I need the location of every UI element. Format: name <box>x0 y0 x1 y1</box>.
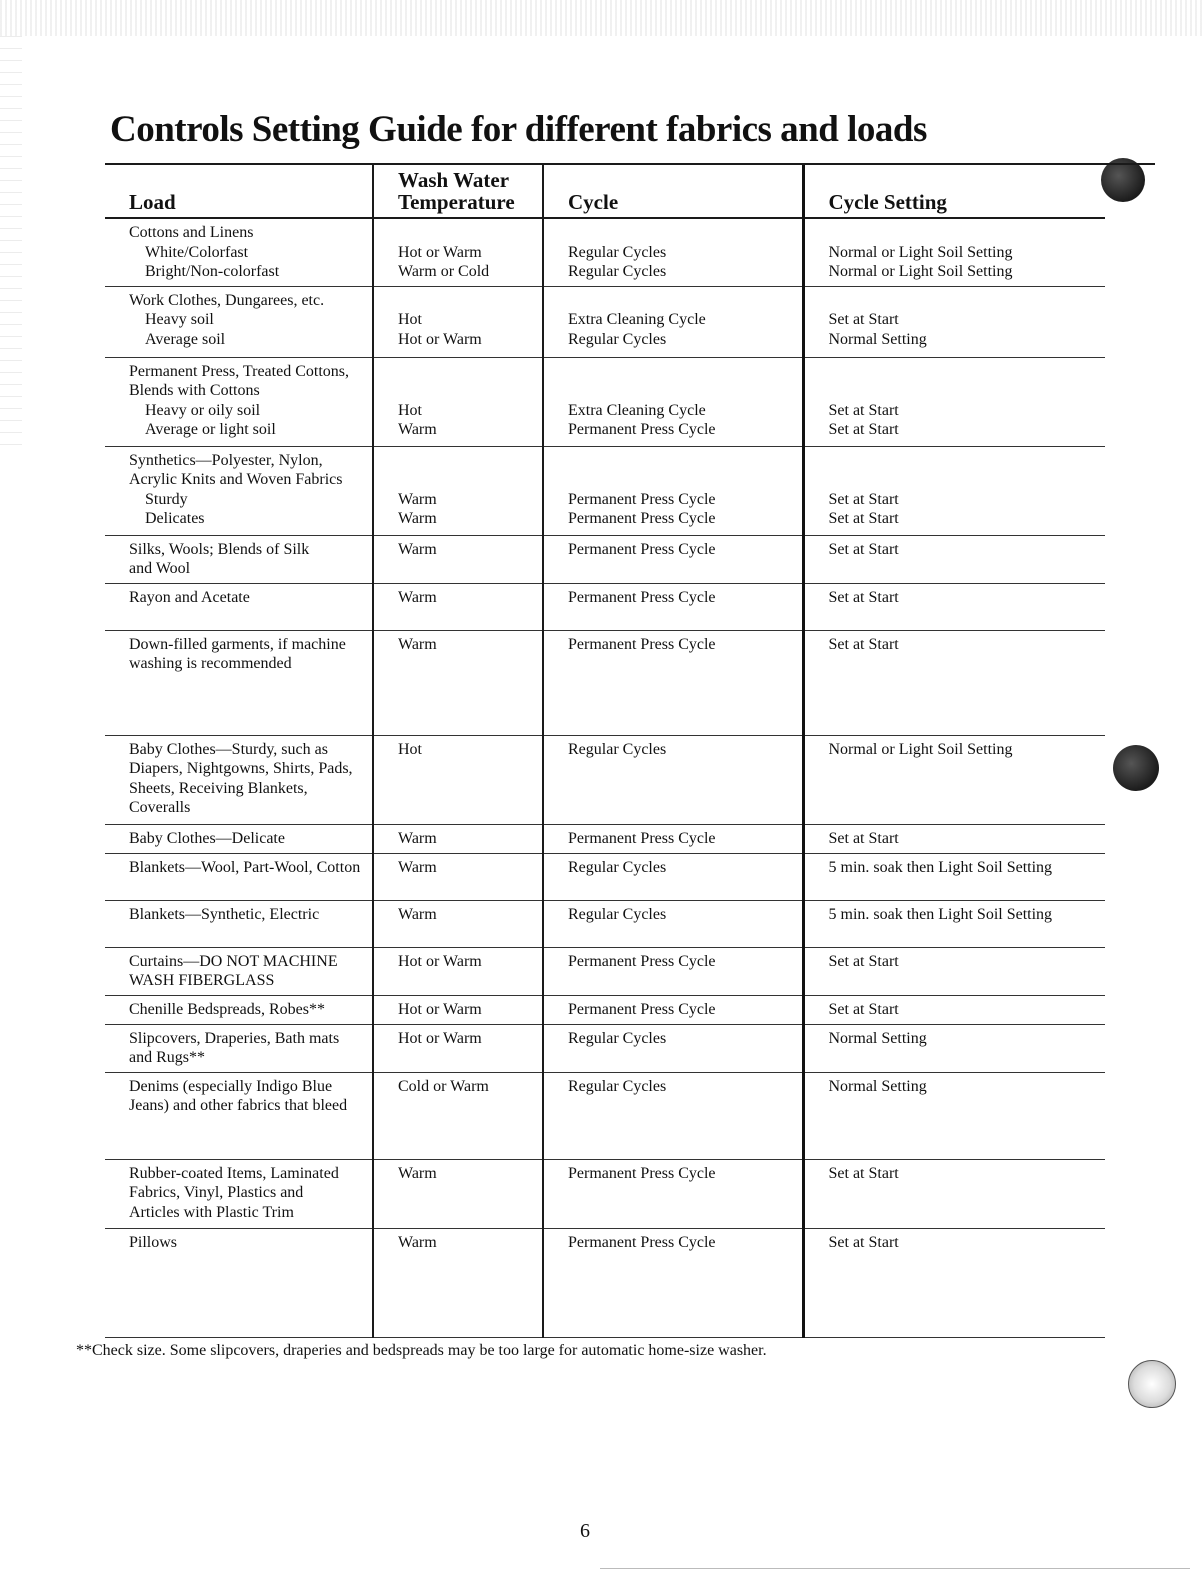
temperature-value: Warm <box>398 421 437 438</box>
table-row <box>105 630 1105 735</box>
setting-cell <box>803 446 1105 535</box>
load-sub-label: Average soil <box>145 330 226 348</box>
table-row <box>105 824 1105 853</box>
load-group-label: Synthetics—Polyester, Nylon, <box>129 451 323 469</box>
load-label: WASH FIBERGLASS <box>129 972 275 989</box>
cycle-cell: Regular Cycles <box>543 853 803 900</box>
cycle-cell <box>543 286 803 357</box>
cycle-cell: Regular Cycles <box>543 900 803 947</box>
temperature-cell: Hot or Warm <box>373 947 543 995</box>
header-temperature <box>373 163 543 218</box>
cycle-cell: Regular Cycles <box>543 1072 803 1159</box>
temperature-cell: Warm <box>373 535 543 583</box>
table-row <box>105 853 1105 900</box>
temperature-cell: Warm <box>373 1228 543 1337</box>
load-sub-label: Average or light soil <box>145 421 276 438</box>
table-row <box>105 1159 1105 1228</box>
header-temperature-line1: Wash Water <box>398 168 510 192</box>
table-row <box>105 995 1105 1024</box>
load-label: washing is recommended <box>129 655 292 672</box>
temperature-cell: Hot or Warm <box>373 995 543 1024</box>
cycle-cell <box>543 218 803 286</box>
settings-table-container <box>105 163 1155 1338</box>
temperature-cell <box>373 446 543 535</box>
cycle-cell: Permanent Press Cycle <box>543 1228 803 1337</box>
load-cell <box>105 947 373 995</box>
cycle-value: Permanent Press Cycle <box>568 490 716 508</box>
header-cycle: Cycle <box>543 163 803 218</box>
load-cell <box>105 286 373 357</box>
setting-cell: Normal Setting <box>803 1072 1105 1159</box>
setting-value: Set at Start <box>828 311 899 328</box>
setting-cell: 5 min. soak then Light Soil Setting <box>803 853 1105 900</box>
page-title: Controls Setting Guide for different fabrics and loads <box>110 109 927 150</box>
temperature-cell: Warm <box>373 824 543 853</box>
setting-cell: Set at Start <box>803 1228 1105 1337</box>
temperature-value: Warm or Cold <box>398 263 490 280</box>
temperature-cell <box>373 357 543 446</box>
header-load: Load <box>105 163 373 218</box>
setting-value: Set at Start <box>828 510 899 527</box>
temperature-value: Warm <box>398 490 437 508</box>
cycle-value: Regular Cycles <box>568 263 667 280</box>
cycle-cell: Permanent Press Cycle <box>543 947 803 995</box>
temperature-value: Hot <box>398 311 422 328</box>
load-sub-label: White/Colorfast <box>145 243 249 261</box>
load-label: Slipcovers, Draperies, Bath mats <box>129 1029 340 1047</box>
load-sub-label: Heavy or oily soil <box>145 401 261 419</box>
load-cell <box>105 735 373 824</box>
header-top-rule <box>105 163 1155 165</box>
cycle-cell: Permanent Press Cycle <box>543 824 803 853</box>
footnote: **Check size. Some slipcovers, draperies and bedspreads may be too large for automatic home-size washer. <box>76 1342 767 1359</box>
load-cell: Baby Clothes—Delicate <box>105 824 373 853</box>
setting-cell: Set at Start <box>803 630 1105 735</box>
binder-hole-bottom-icon <box>1128 1360 1176 1408</box>
table-row <box>105 286 1105 357</box>
temperature-cell: Warm <box>373 583 543 630</box>
temperature-cell: Hot or Warm <box>373 1024 543 1072</box>
setting-cell <box>803 286 1105 357</box>
table-row <box>105 218 1105 286</box>
setting-cell: Normal or Light Soil Setting <box>803 735 1105 824</box>
load-cell <box>105 630 373 735</box>
load-cell <box>105 446 373 535</box>
load-group-label: Cottons and Linens <box>129 224 254 241</box>
load-cell: Pillows <box>105 1228 373 1337</box>
header-cycle-setting: Cycle Setting <box>803 163 1105 218</box>
table-row <box>105 446 1105 535</box>
table-row <box>105 947 1105 995</box>
setting-value: Set at Start <box>828 490 899 508</box>
temperature-value: Hot <box>398 401 422 419</box>
load-label: Silks, Wools; Blends of Silk <box>129 540 310 558</box>
scan-noise-top <box>0 0 1204 36</box>
load-label: and Rugs** <box>129 1049 205 1066</box>
temperature-cell: Warm <box>373 853 543 900</box>
cycle-cell: Permanent Press Cycle <box>543 535 803 583</box>
setting-cell <box>803 218 1105 286</box>
table-row <box>105 357 1105 446</box>
table-row <box>105 583 1105 630</box>
load-sub-label: Bright/Non-colorfast <box>145 263 280 280</box>
load-label: Denims (especially Indigo Blue <box>129 1077 333 1095</box>
temperature-cell: Warm <box>373 630 543 735</box>
cycle-cell: Permanent Press Cycle <box>543 1159 803 1228</box>
load-label: Curtains—DO NOT MACHINE <box>129 952 338 970</box>
setting-value: Set at Start <box>828 401 899 419</box>
temperature-cell: Warm <box>373 900 543 947</box>
table-row <box>105 900 1105 947</box>
load-cell <box>105 1024 373 1072</box>
setting-cell: Set at Start <box>803 535 1105 583</box>
load-cell: Blankets—Wool, Part-Wool, Cotton <box>105 853 373 900</box>
cycle-value: Extra Cleaning Cycle <box>568 401 706 419</box>
cycle-value: Regular Cycles <box>568 330 667 348</box>
cycle-cell <box>543 446 803 535</box>
bottom-rule <box>600 1568 1190 1569</box>
cycle-cell <box>543 357 803 446</box>
load-sub-label: Delicates <box>145 510 205 527</box>
setting-cell: Set at Start <box>803 995 1105 1024</box>
temperature-cell: Cold or Warm <box>373 1072 543 1159</box>
load-cell: Chenille Bedspreads, Robes** <box>105 995 373 1024</box>
temperature-cell <box>373 286 543 357</box>
table-row <box>105 1024 1105 1072</box>
setting-cell: Set at Start <box>803 583 1105 630</box>
load-cell: Blankets—Synthetic, Electric <box>105 900 373 947</box>
temperature-cell <box>373 218 543 286</box>
cycle-value: Permanent Press Cycle <box>568 510 716 527</box>
table-row <box>105 1072 1105 1159</box>
table-row <box>105 535 1105 583</box>
load-label: Rubber-coated Items, Laminated <box>129 1164 339 1182</box>
load-label: Jeans) and other fabrics that bleed <box>129 1097 348 1114</box>
load-cell <box>105 218 373 286</box>
load-label: Coveralls <box>129 799 191 816</box>
load-sub-label: Sturdy <box>145 490 188 508</box>
cycle-cell: Permanent Press Cycle <box>543 583 803 630</box>
load-group-label: Work Clothes, Dungarees, etc. <box>129 291 325 309</box>
load-label: and Wool <box>129 560 191 577</box>
load-label: Fabrics, Vinyl, Plastics and <box>129 1184 304 1201</box>
load-label: Diapers, Nightgowns, Shirts, Pads, <box>129 760 353 777</box>
settings-table <box>105 163 1105 1338</box>
setting-value: Normal Setting <box>828 330 927 348</box>
setting-cell: Set at Start <box>803 1159 1105 1228</box>
load-cell: Rayon and Acetate <box>105 583 373 630</box>
cycle-cell: Permanent Press Cycle <box>543 995 803 1024</box>
load-label: Down-filled garments, if machine <box>129 635 346 653</box>
temperature-cell: Warm <box>373 1159 543 1228</box>
temperature-cell: Hot <box>373 735 543 824</box>
cycle-value: Permanent Press Cycle <box>568 421 716 438</box>
load-cell <box>105 357 373 446</box>
setting-cell: 5 min. soak then Light Soil Setting <box>803 900 1105 947</box>
table-row <box>105 1228 1105 1337</box>
header-temperature-line2: Temperature <box>398 190 515 214</box>
load-cell <box>105 535 373 583</box>
setting-cell: Set at Start <box>803 947 1105 995</box>
load-label: Baby Clothes—Sturdy, such as <box>129 740 328 758</box>
scan-noise-left <box>0 36 22 456</box>
load-sub-label: Heavy soil <box>145 311 214 328</box>
setting-value: Set at Start <box>828 421 899 438</box>
setting-cell: Normal Setting <box>803 1024 1105 1072</box>
load-cell <box>105 1159 373 1228</box>
page-number: 6 <box>580 1520 590 1542</box>
temperature-value: Hot or Warm <box>398 243 482 261</box>
load-group-label: Blends with Cottons <box>129 382 260 399</box>
setting-value: Normal or Light Soil Setting <box>828 243 1013 261</box>
load-label: Articles with Plastic Trim <box>129 1203 294 1221</box>
load-label: Sheets, Receiving Blankets, <box>129 779 308 797</box>
table-header-row <box>105 163 1105 218</box>
temperature-value: Hot or Warm <box>398 330 482 348</box>
cycle-cell: Regular Cycles <box>543 1024 803 1072</box>
setting-value: Normal or Light Soil Setting <box>828 263 1013 280</box>
cycle-value: Extra Cleaning Cycle <box>568 311 706 328</box>
cycle-value: Regular Cycles <box>568 243 667 261</box>
cycle-cell: Regular Cycles <box>543 735 803 824</box>
temperature-value: Warm <box>398 510 437 527</box>
load-cell <box>105 1072 373 1159</box>
setting-cell <box>803 357 1105 446</box>
table-row <box>105 735 1105 824</box>
load-group-label: Acrylic Knits and Woven Fabrics <box>129 471 343 488</box>
setting-cell: Set at Start <box>803 824 1105 853</box>
load-group-label: Permanent Press, Treated Cottons, <box>129 362 349 380</box>
cycle-cell: Permanent Press Cycle <box>543 630 803 735</box>
